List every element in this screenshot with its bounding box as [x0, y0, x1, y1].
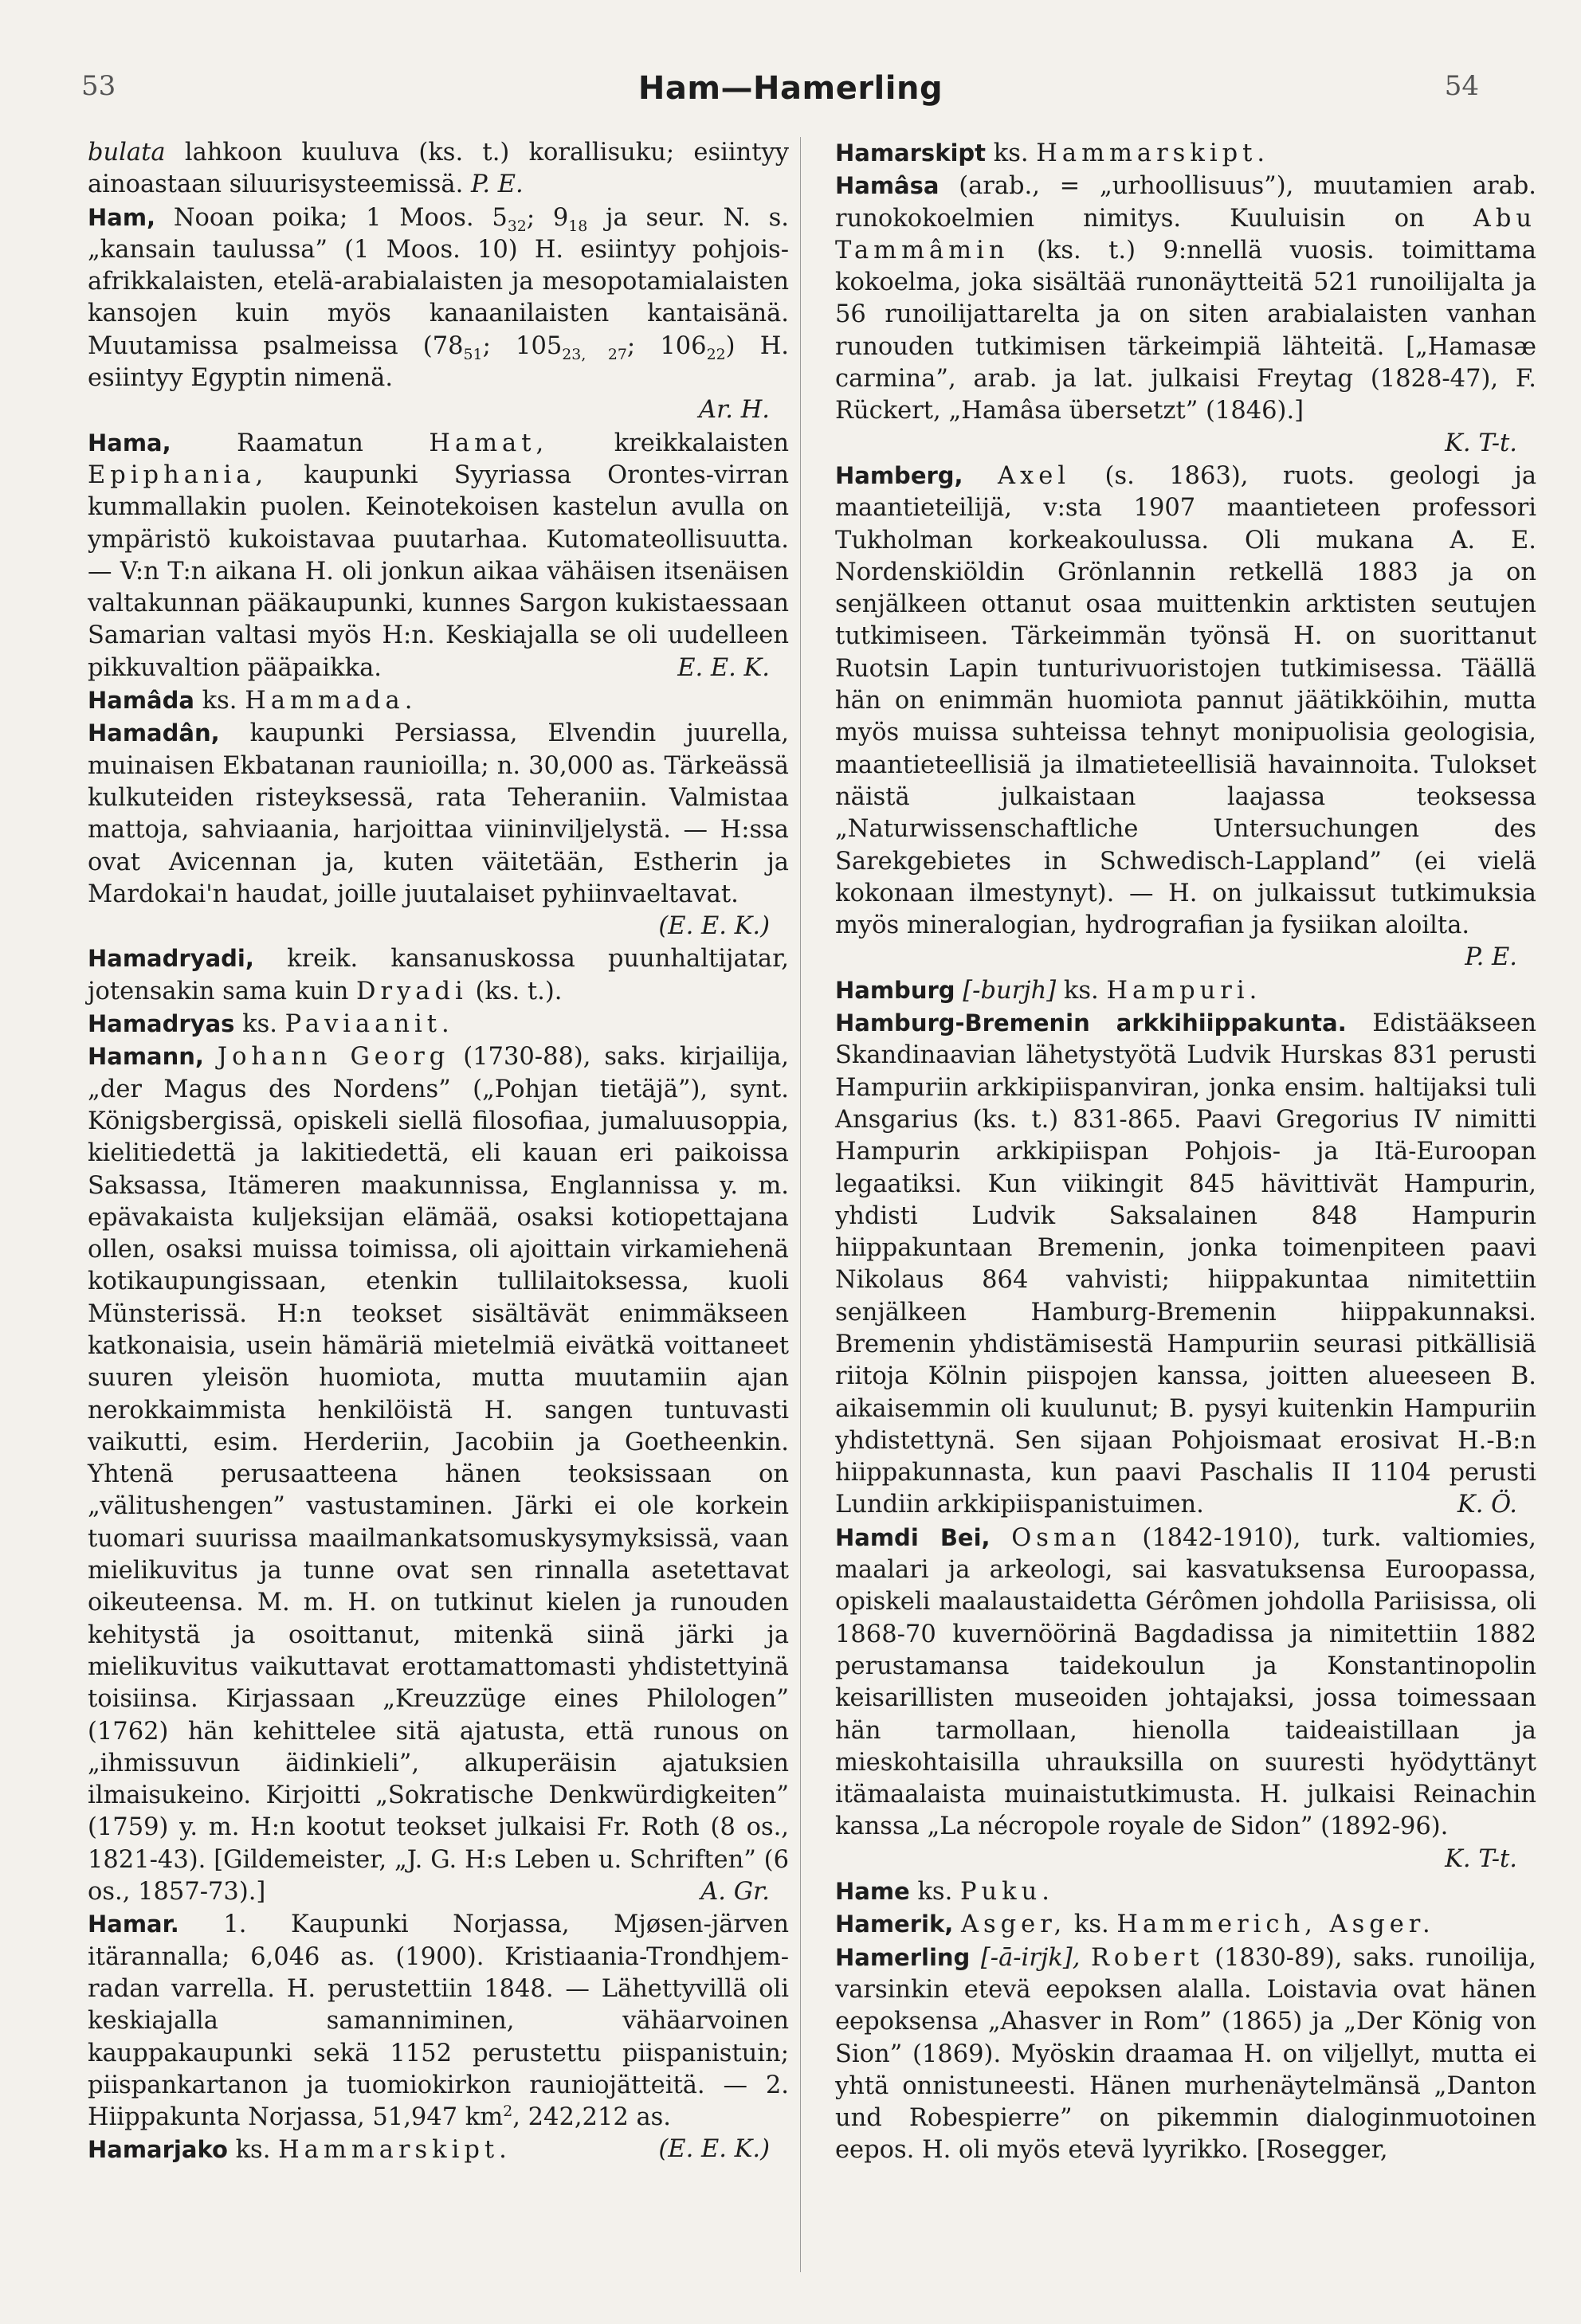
spaced-name: Hammarskipt.: [278, 2136, 512, 2165]
spaced-name: Paviaanit.: [284, 1010, 454, 1039]
headword: Ham,: [88, 203, 156, 231]
subscript: 18: [568, 217, 588, 235]
headword: Hamadryadi,: [88, 945, 254, 973]
entry-hamann: [88, 1041, 789, 1908]
entry-text: (ks. t.).: [475, 977, 563, 1005]
signature: K. T-t.: [1445, 1844, 1517, 1873]
entry-text: kaupunki Syyriassa Orontes-virran kummallakin puolen. Keinotekoisen kastelun avulla on ympäristö kukoistavaa puutarhaa. Kutomateollisuutta. — V:n T:n aikana H. oli jonkun aikaa vähäisen itsenäisen valtakunnan pääkaupunki, kunnes Sargon kukistaessaan Samarian valtasi myös H:n. Keskiajalla se oli uudelleen pikkuvaltion pääpaikka.: [88, 460, 789, 682]
headword: Hamburg-Bremenin arkkihiippakunta.: [835, 1009, 1347, 1037]
headword: Hamarjako: [88, 2136, 228, 2164]
entry-hamburg: [835, 974, 1536, 1007]
entry-hamadan: [88, 717, 789, 943]
page-header: [0, 70, 1581, 118]
signature: P. E.: [1465, 943, 1517, 972]
entry-text: (1730-88), saks. kirjailija, „der Magus des Nordens” („Pohjan tietäjä”), synt. Königsbergissä, opiskeli siellä filosofiaa, jumaluusoppia, kielitiedettä ja lakitiedettä, eli kauan eri paikoissa Saksassa, Itämeren maakunnissa, Englannissa y. m. epävakaista kuljeksijan elämää, osaksi kotiopettajana ollen, osaksi muissa toimissa, oli ajoittain virkamiehenä kotikaupungissaan, etenkin tullilaitoksessa, kuoli Münsterissä. H:n teokset sisältävät enimmäkseen katkonaisia, usein hämäriä mietelmiä eivätkä voittaneet suuren yleisön huomiota, mutta muutamiin ajan nerokkaimmista henkilöistä H. sangen tuntuvasti vaikutti, esim. Herderiin, Jacobiin ja Goetheenkin. Yhtenä perusaatteena hänen teoksissaan on „välitushengen” vastustaminen. Järki ei ole korkein tuomari suurissa maailmankatsomuskysymyksissä, vaan mielikuvitus ja tunne ovat sen rinnalla asetettavat oikeuteensa. M. m. H. on tutkinut kielen ja runouden kehitystä ja osoittanut, mitenkä siinä järki ja mielikuvitus vaikuttavat erottamattomasti yhdistettyinä toisiinsa. Kirjassaan „Kreuzzüge eines Philologen” (1762) hän kehittelee sitä ajatusta, että runous on „ihmissuvun äidinkieli”, alkuperäisin ajatuksien ilmaisukeino. Kirjoitti „Sokratische Denkwürdigkeiten” (1759) y. m. H:n kootut teokset julkaisi Fr. Roth (8 os., 1821-43). [Gildemeister, „J. G. H:s Leben u. Schriften” (6 os., 1857-73).]: [88, 1043, 790, 1907]
signature: K. Ö.: [1457, 1491, 1517, 1519]
pronunciation: [-burjh]: [963, 976, 1057, 1005]
entry-hamerik: [835, 1908, 1536, 1941]
subscript: 51: [463, 345, 483, 363]
entry-text: ks.: [1073, 1911, 1109, 1939]
spaced-name: Hammarskipt.: [1036, 139, 1270, 167]
entry-text: 1. Kaupunki Norjassa, Mjøsen-järven itärannalla; 6,046 as. (1900). Kristiaania-Trondhjem-radan varrella. H. perustettiin 1848. — Lähettyvillä oli keskiajalla samanniminen, vähäarvoinen kauppakaupunki sekä 1152 perustettu piispanistuin; piispankartanon ja tuomiokirkon rauniojätteitä. — 2. Hiippakunta Norjassa, 51,947 km: [88, 1911, 789, 2132]
column-divider: [800, 137, 801, 2272]
entry-text: Raamatun: [237, 429, 363, 457]
spaced-name: Asger,: [960, 1911, 1067, 1939]
headword: Hamerling: [835, 1943, 971, 1971]
entry-text: ) H. esiintyy Egyptin nimenä.: [88, 331, 789, 393]
headword: Hamadân,: [88, 719, 220, 747]
entry-hamberg: [835, 460, 1536, 974]
entry-hamdi-bei: [835, 1522, 1536, 1875]
entry-bulata: [88, 137, 789, 202]
entry-text: (ks. t.) 9:nnellä vuosis. toimittama kokoelma, joka sisältää runonäytteitä 521 runoilijalta ja 56 runoilijattarelta ja on siten arabialaisten vanhan runouden tutkimisen tärkeimpiä lähteitä. [„Hamasæ carmina”, arab. ja lat. julkaisi Freytag (1828-47), F. Rückert, „Hamâsa übersetzt” (1846).]: [835, 236, 1536, 425]
entry-text: (arab., = „urhoollisuus”), muutamien arab. runokokoelmien nimitys. Kuuluisin on: [835, 172, 1536, 233]
entry-ham: [88, 202, 789, 427]
entry-hamadryas: [88, 1008, 789, 1041]
spaced-name: Johann Georg: [217, 1043, 450, 1072]
signature: Ar. H.: [699, 396, 770, 425]
entry-hamada: [88, 684, 789, 717]
pronunciation: [-ā-irjk],: [980, 1943, 1081, 1972]
entry-text: ks.: [242, 1010, 277, 1039]
headword: Hama,: [88, 429, 171, 457]
right-column: [835, 137, 1536, 2167]
spaced-name: Epiphania,: [88, 460, 269, 489]
entry-hamasa: [835, 170, 1536, 460]
entry-hamadryadi: [88, 943, 789, 1008]
page-number-left: 53: [81, 70, 116, 102]
headword: Hamarskipt: [835, 139, 987, 167]
entry-text: ks.: [235, 2136, 271, 2165]
headword: Hamann,: [88, 1043, 204, 1071]
entry-hama: [88, 427, 789, 684]
headword: Hamberg,: [835, 461, 963, 489]
headword: Hamdi Bei,: [835, 1523, 991, 1551]
subscript: 32: [507, 217, 527, 235]
spaced-name: Osman: [1011, 1523, 1121, 1552]
headword: Hamerik,: [835, 1911, 954, 1938]
running-head: Ham—Hamerling: [638, 70, 944, 107]
entry-hame: [835, 1875, 1536, 1908]
headword: Hamburg: [835, 976, 955, 1004]
superscript: 2: [503, 2102, 513, 2120]
entry-text: ks.: [993, 139, 1029, 167]
entry-text: ; 9: [526, 203, 569, 232]
headword: Hamâda: [88, 687, 194, 715]
signature: P. E.: [470, 170, 524, 199]
spaced-name: Abu Tammâmin: [835, 204, 1536, 265]
entry-word: bulata: [88, 139, 166, 167]
signature: E. E. K.: [677, 653, 770, 682]
signature: K. T-t.: [1445, 429, 1517, 457]
entry-text: ks.: [1063, 976, 1099, 1005]
spaced-name: Robert: [1090, 1943, 1204, 1972]
signature: (E. E. K.): [658, 2135, 770, 2164]
entry-hamarskipt: [835, 137, 1536, 170]
signature: A. Gr.: [700, 1878, 770, 1907]
entry-text: kreikkalaisten: [614, 429, 789, 457]
entry-text: ks.: [202, 687, 237, 715]
entry-hamburg-bremen: [835, 1007, 1536, 1522]
entry-text: ; 106: [626, 331, 707, 360]
entry-hamerling: [835, 1942, 1536, 2167]
spaced-name: Hammerich, Asger.: [1116, 1911, 1435, 1939]
entry-text: kreik. kansanuskossa puunhaltijatar, jotensakin sama kuin: [88, 945, 789, 1005]
spaced-name: Axel: [998, 461, 1071, 490]
entry-text: Nooan poika; 1 Moos. 5: [173, 203, 508, 232]
entry-text: ks.: [917, 1878, 953, 1907]
spaced-name: Hammada.: [245, 687, 418, 715]
entry-text: (1842-1910), turk. valtiomies, maalari ja arkeologi, sai kasvatuksensa Euroopassa, opiskeli maalaustaidetta Gérômen johdolla Pariisissa, oli 1868-70 kuvernöörinä Bagdadissa ja nimitettiin 1882 perustamansa taidekoulun ja Konstantinopolin keisarillisten museoiden johtajaksi, jossa toimessaan hän tarmollaan, hienolla taideaistillaan ja mieskohtaisilla uhrauksilla on suuresti hyödyttänyt itämaalaista muinaistutkimusta. H. julkaisi Reinachin kanssa „La nécropole royale de Sidon” (1892-96).: [835, 1523, 1537, 1841]
spaced-name: Puku.: [959, 1878, 1054, 1907]
subscript: 23, 27: [562, 345, 627, 363]
entry-text: ; 105: [482, 331, 563, 360]
entry-text: (s. 1863), ruots. geologi ja maantieteilijä, v:sta 1907 maantieteen professori Tukholman korkeakoulussa. Oli mukana A. E. Nordenskiöldin Grönlannin retkellä 1883 ja on senjälkeen ottanut osaa muittenkin arktisten seutujen tutkimiseen. Tärkeimmän työnsä H. on suorittanut Ruotsin Lapin tunturivuoristojen tutkimisessa. Täällä hän on enimmän huomiota pannut jäätikköihin, mutta myös muissa suhteissa tehnyt monipuolisia geologisia, maantieteellisiä ja ilmatieteellisiä havainnoita. Tulokset näistä julkaistaan laajassa teoksessa „Naturwissenschaftliche Untersuchungen des Sarekgebietes in Schwedisch-Lappland” (ei vielä kokonaan ilmestynyt). — H. on julkaissut tutkimuksia myös mineralogian, hydrografian ja fysiikan aloilta.: [835, 461, 1537, 940]
headword: Hamar.: [88, 1911, 179, 1938]
entry-text: , 242,212 as.: [512, 2103, 671, 2132]
headword: Hamâsa: [835, 172, 940, 200]
left-column: [88, 137, 789, 2167]
entry-text: kaupunki Persiassa, Elvendin juurella, muinaisen Ekbatanan raunioilla; n. 30,000 as. Tärkeässä kulkuteiden risteyksessä, rata Teheraniin. Valmistaa mattoja, sahviaania, harjoittaa viininviljelystä. — H:ssa ovat Avicennan ja, kuten väitetään, Estherin ja Mardokai'n haudat, joille juutalaiset pyhiinvaeltavat.: [88, 719, 790, 908]
entry-text: Edistääkseen Skandinaavian lähetystyötä Ludvik Hurskas 831 perusti Hampuriin arkkipiispanviran, jonka ensim. haltijaksi tuli Ansgarius (ks. t.) 831-865. Paavi Gregorius IV nimitti Hampurin arkkipiispan Pohjois- ja Itä-Euroopan legaatiksi. Kun viikingit 845 hävittivät Hampurin, yhdisti Ludvik Saksalainen 848 Hampurin hiippakuntaan Bremenin, jonka toimenpiteen paavi Nikolaus 864 vahvisti; hiippakuntaa nimitettiin senjälkeen Hamburg-Bremenin hiippakunnaksi. Bremenin yhdistämisestä Hampuriin seurasi pitkällisiä riitoja Kölnin piispojen kanssa, joitten alueeseen B. aikaisemmin oli kuulunut; B. pysyi kuitenkin Hampuriin yhdistettynä. Sen sijaan Pohjoismaat erosivat H.-B:n hiippakunnasta, kun paavi Paschalis II 1104 perusti Lundiin arkkipiispanistuimen.: [835, 1009, 1536, 1519]
headword: Hamadryas: [88, 1010, 235, 1038]
spaced-name: Hamat,: [429, 429, 549, 457]
headword: Hame: [835, 1878, 910, 1906]
entry-text: ja seur. N. s. „kansain taulussa” (1 Moos. 10) H. esiintyy pohjois-afrikkalaisten, etelä-arabialaisten ja mesopotamialaisten kansojen kuin myös kanaanilaisten kantaisänä. Muutamissa psalmeissa (78: [88, 203, 789, 360]
spaced-name: Hampuri.: [1106, 976, 1262, 1005]
page-number-right: 54: [1444, 70, 1479, 102]
entry-text: (1830-89), saks. runoilija, varsinkin etevä eepoksen alalla. Loistavia ovat hänen eepoksensa „Ahasver in Rom” (1865) ja „Der König von Sion” (1869). Myöskin draamaa H. on viljellyt, mutta ei yhtä onnistuneesti. Hänen murhenäytelmänsä „Danton und Robespierre” on pikemmin dialoginmuotoinen eepos. H. oli myös etevä lyyrikko. [Rosegger,: [835, 1943, 1536, 2165]
entry-text: lahkoon kuuluva (ks. t.) korallisuku; esiintyy ainoastaan siluurisysteemissä.: [88, 139, 789, 199]
signature: (E. E. K.): [658, 912, 770, 941]
spaced-name: Dryadi: [356, 977, 468, 1005]
subscript: 22: [706, 345, 726, 363]
